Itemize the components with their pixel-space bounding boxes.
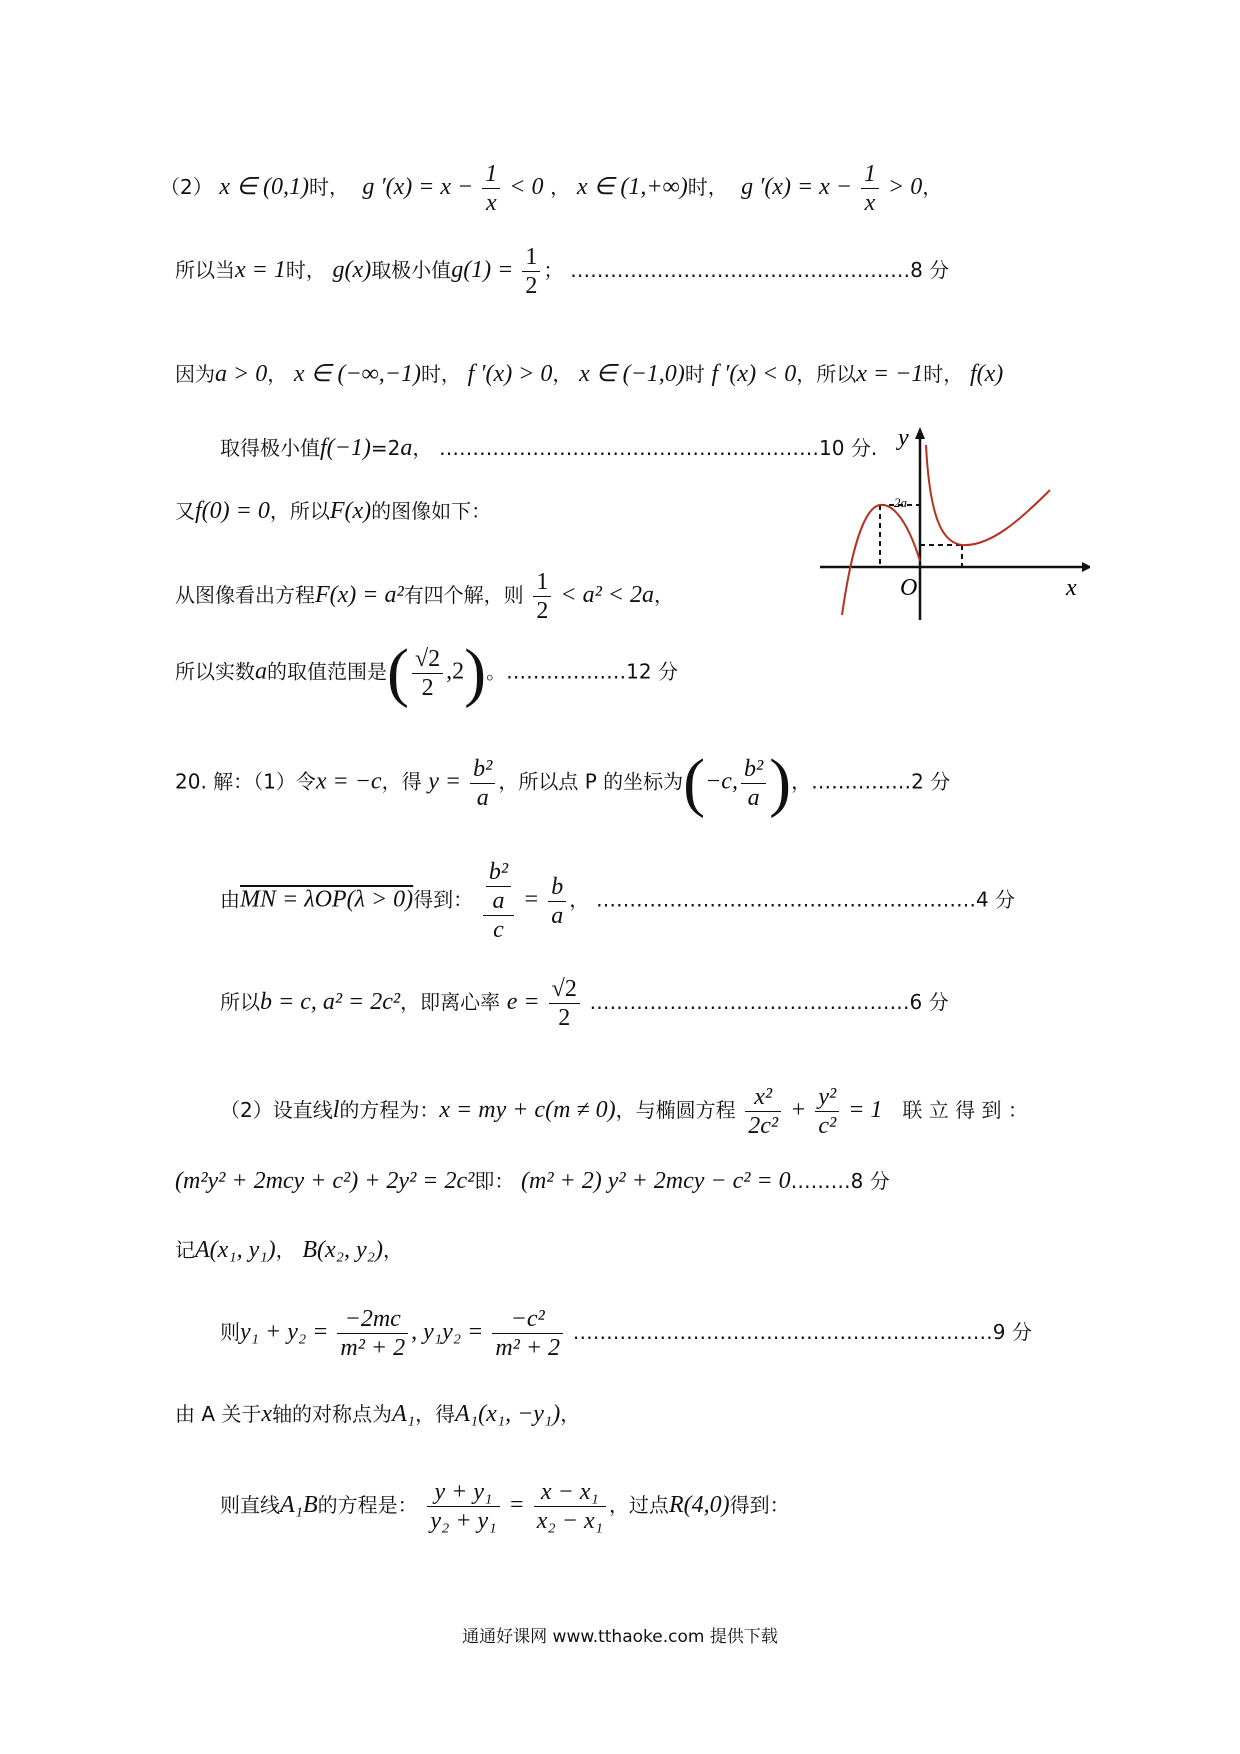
math: f ′(x) > 0 bbox=[467, 361, 553, 387]
text: 因为 bbox=[175, 362, 215, 386]
text: 时， bbox=[285, 258, 326, 282]
y-axis-arrow bbox=[915, 427, 925, 439]
text: 20. 解：（1）令 bbox=[175, 769, 316, 794]
complex-fraction: $\frac{\frac{\text{b²}}{a}}{c}$ bbox=[483, 858, 514, 944]
two-a-label: 2a bbox=[894, 495, 907, 510]
text: ， bbox=[922, 175, 943, 199]
math: A₁B bbox=[280, 1492, 318, 1518]
math: y₁ + y₂ = bbox=[240, 1319, 335, 1345]
math: −c, bbox=[705, 768, 738, 795]
text: ， bbox=[653, 583, 674, 607]
math: a > 0 bbox=[215, 361, 268, 387]
text: 取得极小值 bbox=[220, 436, 320, 460]
line-4 bbox=[220, 432, 877, 462]
fraction-one-over-x: $\frac{1}{x}$ bbox=[482, 160, 500, 217]
line-10 bbox=[220, 975, 949, 1032]
line-5 bbox=[175, 495, 491, 525]
text: ，所以点 P 的坐标为 bbox=[498, 769, 684, 794]
text: 得到： bbox=[729, 1493, 790, 1517]
footer: 通通好课网 www.tthaoke.com 提供下载 bbox=[462, 1627, 778, 1647]
x-axis-arrow bbox=[1082, 562, 1090, 572]
math: x bbox=[261, 1401, 273, 1427]
right-paren: ) bbox=[464, 636, 487, 709]
math: < a² < 2a bbox=[554, 582, 654, 608]
fraction-half: $\frac{1}{2}$ bbox=[522, 243, 540, 300]
math: A(x₁, y₁) bbox=[195, 1237, 276, 1263]
math: g(x) bbox=[332, 257, 372, 283]
text: ，即离心率 bbox=[400, 990, 501, 1014]
text: ， bbox=[560, 1402, 581, 1426]
text: 轴的对称点为 bbox=[272, 1402, 393, 1426]
text: ， bbox=[382, 1238, 403, 1262]
text: ； bbox=[543, 258, 564, 282]
math: g(1) = bbox=[451, 257, 520, 283]
fraction: $\frac{\text{b²}}{a}$ bbox=[470, 755, 495, 812]
text: 时 bbox=[684, 362, 705, 386]
math: l bbox=[332, 1097, 340, 1123]
math: A₁(x₁, −y₁) bbox=[455, 1401, 561, 1427]
text: 又 bbox=[175, 499, 195, 523]
text: ， bbox=[791, 769, 812, 794]
math-interval-1: x ∈ (0,1) bbox=[219, 174, 309, 200]
math: R(4,0) bbox=[668, 1492, 730, 1518]
score: …………………………………………………4 分 bbox=[595, 887, 1016, 912]
text: 的方程为： bbox=[339, 1098, 440, 1122]
text: （2）设直线 bbox=[220, 1098, 333, 1122]
math-derivative-2: g ′(x) = x − bbox=[741, 174, 858, 200]
math: , y₁y₂ = bbox=[411, 1319, 490, 1345]
line-14 bbox=[220, 1305, 1032, 1362]
math-interval-2: x ∈ (1,+∞) bbox=[576, 174, 688, 200]
math: B(x₂, y₂) bbox=[302, 1237, 383, 1263]
x-axis-label: x bbox=[1066, 575, 1077, 601]
math: = 1 bbox=[842, 1097, 883, 1123]
score: …………………………………………6 分 bbox=[589, 990, 949, 1014]
text: ，所以 bbox=[269, 499, 330, 523]
fraction: $\frac{\text{x²}}{\text{2c²}}$ bbox=[745, 1083, 781, 1140]
text: 所以 bbox=[220, 990, 260, 1014]
math-lt-zero: < 0 bbox=[503, 174, 544, 200]
score: …………………………………………………10 分. bbox=[439, 436, 878, 460]
fraction-sqrt2-over-2: $\frac{√2}{2}$ bbox=[412, 645, 443, 702]
fraction: $\frac{b}{a}$ bbox=[548, 873, 566, 930]
math: A₁ bbox=[392, 1401, 416, 1427]
math-gt-zero: > 0 bbox=[882, 174, 923, 200]
fraction-half: $\frac{1}{2}$ bbox=[533, 568, 551, 625]
origin-label: O bbox=[900, 575, 918, 601]
line-12 bbox=[175, 1165, 890, 1195]
score: ………………12 分 bbox=[506, 659, 678, 684]
math: x ∈ (−1,0) bbox=[579, 361, 685, 387]
text: ，得 bbox=[381, 769, 422, 794]
text: 时， bbox=[308, 175, 349, 199]
text: 从图像看出方程 bbox=[175, 583, 315, 607]
math: f(−1) bbox=[320, 435, 371, 461]
math-derivative-1: g ′(x) = x − bbox=[362, 174, 480, 200]
function-graph bbox=[820, 425, 1090, 625]
score: ……………2 分 bbox=[811, 769, 951, 794]
part-label: （2） bbox=[160, 175, 213, 199]
score: ………………………………………………………9 分 bbox=[572, 1320, 1032, 1344]
text: 取极小值 bbox=[371, 258, 452, 282]
text: ，与椭圆方程 bbox=[615, 1098, 736, 1122]
math: + bbox=[784, 1097, 813, 1123]
math: F(x) = a² bbox=[315, 582, 404, 608]
line-9 bbox=[220, 858, 1015, 944]
text: ，所以 bbox=[796, 362, 857, 386]
math: ,2 bbox=[446, 658, 465, 685]
text: 的取值范围是 bbox=[267, 659, 387, 684]
fraction: $\frac{\text{−c²}}{\text{m² + 2}}$ bbox=[492, 1305, 563, 1362]
text: 的方程是： bbox=[317, 1493, 418, 1517]
score: ………8 分 bbox=[790, 1169, 890, 1193]
math: y = bbox=[428, 768, 468, 795]
math: f ′(x) < 0 bbox=[711, 361, 797, 387]
text: 时， bbox=[923, 362, 964, 386]
math: x = −1 bbox=[856, 361, 924, 387]
text: 有四个解，则 bbox=[403, 583, 524, 607]
line-2 bbox=[175, 243, 949, 300]
line-13 bbox=[175, 1234, 403, 1264]
text: 记 bbox=[175, 1238, 195, 1262]
text: 所以实数 bbox=[175, 659, 255, 684]
text: 。 bbox=[486, 659, 507, 684]
text: 得到： bbox=[413, 887, 474, 912]
math: (m² + 2) y² + 2mcy − c² = 0 bbox=[521, 1168, 791, 1194]
text: 即： bbox=[474, 1169, 515, 1193]
math: x = my + c(m ≠ 0) bbox=[439, 1097, 616, 1123]
text: 时， bbox=[420, 362, 461, 386]
line-7 bbox=[175, 636, 678, 709]
line-8 bbox=[175, 746, 951, 819]
math: = bbox=[517, 886, 546, 913]
text: ， bbox=[267, 362, 288, 386]
math: e = bbox=[506, 989, 546, 1015]
left-paren: ( bbox=[683, 746, 706, 819]
text: 则直线 bbox=[220, 1493, 280, 1517]
math: x = 1 bbox=[235, 257, 286, 283]
math: (m²y² + 2mcy + c²) + 2y² = 2c² bbox=[175, 1168, 475, 1194]
fraction: $\frac{\text{y + y₁}}{\text{y₂ + y₁}}$ bbox=[427, 1478, 499, 1535]
text: 联 立 得 到 ： bbox=[902, 1098, 1028, 1122]
fraction: $\frac{-2mc}{\text{m² + 2}}$ bbox=[337, 1305, 408, 1362]
y-axis-label: y bbox=[898, 425, 909, 451]
text: 的图像如下： bbox=[371, 499, 492, 523]
text: 所以当 bbox=[175, 258, 235, 282]
score: ……………………………………………8 分 bbox=[570, 258, 950, 282]
math: a bbox=[400, 435, 413, 461]
math: F(x) bbox=[329, 498, 372, 524]
text: ， bbox=[552, 362, 573, 386]
text: 由 A 关于 bbox=[175, 1402, 262, 1426]
text: 时， bbox=[687, 175, 728, 199]
text: ， bbox=[569, 887, 590, 912]
text: 则 bbox=[220, 1320, 240, 1344]
math: MN = λOP(λ > 0) bbox=[240, 886, 414, 913]
math: a bbox=[255, 658, 267, 685]
line-3 bbox=[175, 358, 1003, 388]
text: 由 bbox=[220, 887, 240, 912]
line-16 bbox=[220, 1478, 790, 1535]
fraction: $\frac{\text{b²}}{a}$ bbox=[741, 755, 766, 812]
math: x = −c bbox=[315, 768, 382, 795]
text: ， bbox=[412, 436, 433, 460]
math: = bbox=[502, 1492, 531, 1518]
fraction: $\frac{\text{x − x₁}}{\text{x₂ − x₁}}$ bbox=[534, 1478, 606, 1535]
left-paren: ( bbox=[387, 636, 409, 709]
line-1 bbox=[160, 160, 942, 217]
line-15 bbox=[175, 1398, 580, 1428]
text: ， bbox=[550, 175, 571, 199]
text: =2 bbox=[370, 436, 401, 460]
fraction-one-over-x: $\frac{1}{x}$ bbox=[861, 160, 879, 217]
math: x ∈ (−∞,−1) bbox=[293, 361, 421, 387]
fraction: $\frac{\text{y²}}{\text{c²}}$ bbox=[815, 1083, 839, 1140]
fraction-sqrt2-over-2: $\frac{√2}{2}$ bbox=[549, 975, 580, 1032]
math: b = c, a² = 2c² bbox=[260, 989, 401, 1015]
math: f(0) = 0 bbox=[195, 498, 270, 524]
line-11 bbox=[220, 1083, 1028, 1140]
line-6 bbox=[175, 568, 674, 625]
text: ， bbox=[275, 1238, 296, 1262]
curve-right-branch bbox=[926, 445, 1050, 545]
text: ，过点 bbox=[608, 1493, 669, 1517]
math: f(x) bbox=[969, 361, 1004, 387]
text: ，得 bbox=[415, 1402, 456, 1426]
right-paren: ) bbox=[769, 746, 792, 819]
